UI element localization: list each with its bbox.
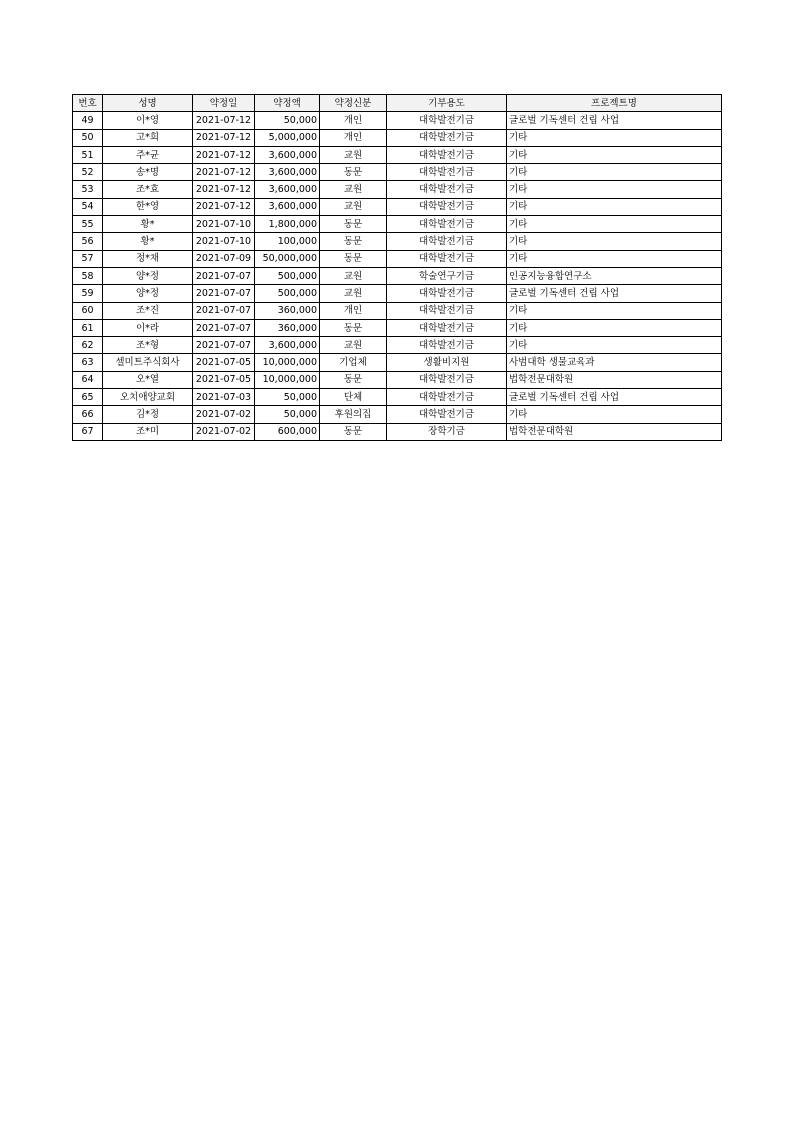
cell-number: 65: [73, 389, 103, 406]
cell-pledge-date: 2021-07-09: [193, 250, 255, 267]
cell-pledge-amount: 50,000,000: [255, 250, 320, 267]
cell-name: 오*열: [103, 371, 193, 388]
cell-number: 59: [73, 285, 103, 302]
cell-name: 조*미: [103, 423, 193, 440]
cell-pledge-amount: 3,600,000: [255, 337, 320, 354]
cell-project-name: 기타: [507, 129, 722, 146]
table-row: [73, 267, 722, 284]
cell-name: 조*효: [103, 181, 193, 198]
cell-donation-purpose: 대학발전기금: [387, 198, 507, 215]
cell-number: 61: [73, 319, 103, 336]
table-row: [73, 112, 722, 129]
table-row: [73, 129, 722, 146]
header-number: 번호: [73, 95, 103, 112]
cell-name: 주*균: [103, 146, 193, 163]
cell-pledge-date: 2021-07-12: [193, 146, 255, 163]
cell-pledger-status: 동문: [320, 216, 387, 233]
cell-pledger-status: 동문: [320, 164, 387, 181]
cell-donation-purpose: 대학발전기금: [387, 250, 507, 267]
cell-pledger-status: 동문: [320, 423, 387, 440]
cell-pledge-date: 2021-07-02: [193, 423, 255, 440]
table-row: [73, 354, 722, 371]
cell-pledger-status: 교원: [320, 146, 387, 163]
cell-name: 황*: [103, 233, 193, 250]
table-row: [73, 250, 722, 267]
cell-name: 이*라: [103, 319, 193, 336]
cell-project-name: 기타: [507, 319, 722, 336]
cell-project-name: 기타: [507, 181, 722, 198]
cell-pledger-status: 교원: [320, 267, 387, 284]
cell-pledge-date: 2021-07-12: [193, 129, 255, 146]
cell-project-name: 기타: [507, 198, 722, 215]
cell-name: 고*희: [103, 129, 193, 146]
table-row: [73, 302, 722, 319]
cell-project-name: 법학전문대학원: [507, 423, 722, 440]
cell-project-name: 기타: [507, 302, 722, 319]
cell-donation-purpose: 대학발전기금: [387, 112, 507, 129]
cell-pledge-date: 2021-07-07: [193, 267, 255, 284]
cell-project-name: 기타: [507, 250, 722, 267]
cell-pledge-date: 2021-07-07: [193, 302, 255, 319]
cell-project-name: 기타: [507, 146, 722, 163]
cell-pledger-status: 교원: [320, 198, 387, 215]
cell-donation-purpose: 대학발전기금: [387, 389, 507, 406]
cell-pledger-status: 동문: [320, 371, 387, 388]
cell-project-name: 인공지능융합연구소: [507, 267, 722, 284]
header-pledge-date: 약정일: [193, 95, 255, 112]
cell-pledge-date: 2021-07-02: [193, 406, 255, 423]
cell-pledge-amount: 5,000,000: [255, 129, 320, 146]
cell-pledger-status: 단체: [320, 389, 387, 406]
cell-pledge-date: 2021-07-07: [193, 319, 255, 336]
cell-donation-purpose: 대학발전기금: [387, 129, 507, 146]
cell-donation-purpose: 대학발전기금: [387, 146, 507, 163]
table-row: [73, 371, 722, 388]
table-row: [73, 337, 722, 354]
table-row: [73, 164, 722, 181]
cell-number: 56: [73, 233, 103, 250]
cell-pledge-amount: 10,000,000: [255, 371, 320, 388]
cell-pledge-amount: 50,000: [255, 389, 320, 406]
cell-name: 오치애양교회: [103, 389, 193, 406]
cell-project-name: 글로벌 기독센터 건립 사업: [507, 389, 722, 406]
cell-name: 이*영: [103, 112, 193, 129]
cell-project-name: 사범대학 생물교육과: [507, 354, 722, 371]
cell-donation-purpose: 대학발전기금: [387, 319, 507, 336]
cell-donation-purpose: 대학발전기금: [387, 164, 507, 181]
cell-pledge-amount: 3,600,000: [255, 198, 320, 215]
cell-project-name: 법학전문대학원: [507, 371, 722, 388]
cell-donation-purpose: 대학발전기금: [387, 233, 507, 250]
cell-number: 49: [73, 112, 103, 129]
cell-pledge-amount: 600,000: [255, 423, 320, 440]
cell-project-name: 글로벌 기독센터 건립 사업: [507, 112, 722, 129]
cell-project-name: 기타: [507, 406, 722, 423]
cell-number: 62: [73, 337, 103, 354]
cell-donation-purpose: 생활비지원: [387, 354, 507, 371]
cell-name: 정*채: [103, 250, 193, 267]
cell-pledge-date: 2021-07-12: [193, 198, 255, 215]
cell-pledger-status: 개인: [320, 129, 387, 146]
cell-number: 66: [73, 406, 103, 423]
header-pledger-status: 약정신분: [320, 95, 387, 112]
cell-number: 51: [73, 146, 103, 163]
cell-number: 67: [73, 423, 103, 440]
cell-donation-purpose: 대학발전기금: [387, 302, 507, 319]
cell-pledge-date: 2021-07-12: [193, 112, 255, 129]
cell-pledge-amount: 360,000: [255, 302, 320, 319]
table-row: [73, 389, 722, 406]
cell-number: 58: [73, 267, 103, 284]
cell-pledger-status: 개인: [320, 302, 387, 319]
cell-pledger-status: 후원의집: [320, 406, 387, 423]
cell-pledge-amount: 500,000: [255, 267, 320, 284]
cell-number: 63: [73, 354, 103, 371]
cell-pledge-amount: 100,000: [255, 233, 320, 250]
cell-donation-purpose: 대학발전기금: [387, 337, 507, 354]
cell-project-name: 글로벌 기독센터 건립 사업: [507, 285, 722, 302]
table-header-row: [73, 95, 722, 112]
cell-number: 52: [73, 164, 103, 181]
cell-name: 김*정: [103, 406, 193, 423]
cell-donation-purpose: 대학발전기금: [387, 216, 507, 233]
cell-donation-purpose: 장학기금: [387, 423, 507, 440]
cell-number: 55: [73, 216, 103, 233]
cell-donation-purpose: 학술연구기금: [387, 267, 507, 284]
cell-pledge-amount: 50,000: [255, 112, 320, 129]
cell-pledge-date: 2021-07-07: [193, 337, 255, 354]
cell-project-name: 기타: [507, 337, 722, 354]
cell-pledge-amount: 360,000: [255, 319, 320, 336]
cell-pledge-date: 2021-07-10: [193, 233, 255, 250]
cell-pledge-date: 2021-07-07: [193, 285, 255, 302]
cell-name: 양*정: [103, 285, 193, 302]
cell-pledge-amount: 3,600,000: [255, 181, 320, 198]
cell-pledger-status: 교원: [320, 285, 387, 302]
cell-pledger-status: 동문: [320, 250, 387, 267]
cell-project-name: 기타: [507, 164, 722, 181]
header-donation-purpose: 기부용도: [387, 95, 507, 112]
cell-name: 한*영: [103, 198, 193, 215]
cell-pledger-status: 교원: [320, 181, 387, 198]
header-pledge-amount: 약정액: [255, 95, 320, 112]
cell-pledge-amount: 500,000: [255, 285, 320, 302]
cell-donation-purpose: 대학발전기금: [387, 406, 507, 423]
cell-name: 양*정: [103, 267, 193, 284]
table-row: [73, 216, 722, 233]
donation-table: [72, 94, 722, 441]
cell-pledge-amount: 1,800,000: [255, 216, 320, 233]
cell-pledge-amount: 3,600,000: [255, 146, 320, 163]
table-row: [73, 319, 722, 336]
cell-number: 60: [73, 302, 103, 319]
cell-pledger-status: 동문: [320, 319, 387, 336]
cell-pledge-amount: 3,600,000: [255, 164, 320, 181]
table-row: [73, 181, 722, 198]
table-row: [73, 285, 722, 302]
table-row: [73, 198, 722, 215]
cell-pledger-status: 동문: [320, 233, 387, 250]
cell-pledge-date: 2021-07-05: [193, 371, 255, 388]
cell-number: 54: [73, 198, 103, 215]
cell-number: 50: [73, 129, 103, 146]
cell-number: 53: [73, 181, 103, 198]
cell-pledge-amount: 10,000,000: [255, 354, 320, 371]
cell-pledge-date: 2021-07-12: [193, 181, 255, 198]
cell-donation-purpose: 대학발전기금: [387, 285, 507, 302]
cell-pledger-status: 기업체: [320, 354, 387, 371]
cell-pledger-status: 교원: [320, 337, 387, 354]
table-row: [73, 423, 722, 440]
cell-donation-purpose: 대학발전기금: [387, 371, 507, 388]
cell-pledge-amount: 50,000: [255, 406, 320, 423]
cell-number: 57: [73, 250, 103, 267]
header-name: 성명: [103, 95, 193, 112]
table-row: [73, 233, 722, 250]
table-row: [73, 406, 722, 423]
cell-pledge-date: 2021-07-05: [193, 354, 255, 371]
header-project-name: 프로젝트명: [507, 95, 722, 112]
cell-pledge-date: 2021-07-12: [193, 164, 255, 181]
cell-pledger-status: 개인: [320, 112, 387, 129]
cell-project-name: 기타: [507, 233, 722, 250]
cell-name: 송*명: [103, 164, 193, 181]
cell-number: 64: [73, 371, 103, 388]
table-row: [73, 146, 722, 163]
cell-name: 셀미트주식회사: [103, 354, 193, 371]
cell-project-name: 기타: [507, 216, 722, 233]
cell-name: 조*진: [103, 302, 193, 319]
cell-pledge-date: 2021-07-10: [193, 216, 255, 233]
cell-donation-purpose: 대학발전기금: [387, 181, 507, 198]
cell-name: 조*형: [103, 337, 193, 354]
cell-name: 황*: [103, 216, 193, 233]
cell-pledge-date: 2021-07-03: [193, 389, 255, 406]
